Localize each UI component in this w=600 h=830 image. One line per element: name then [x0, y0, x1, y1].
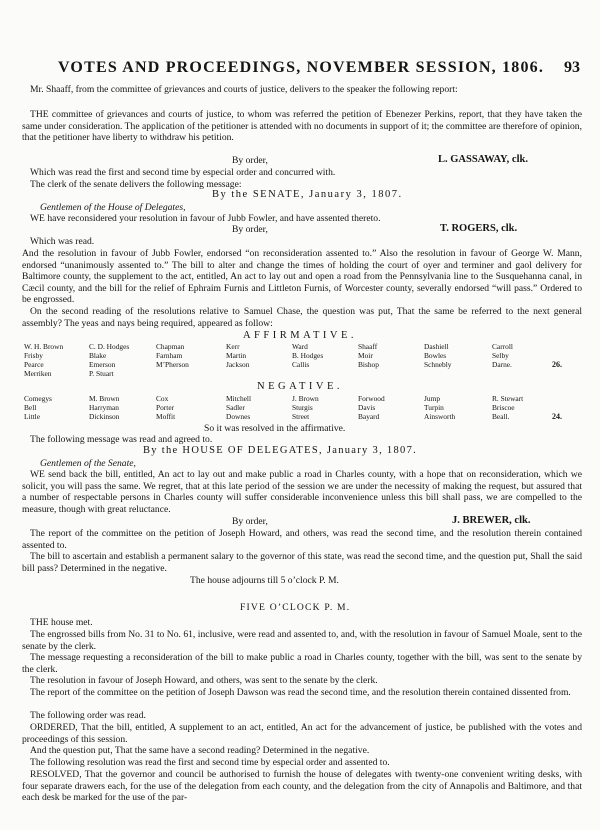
running-header-title: VOTES AND PROCEEDINGS, NOVEMBER SESSION, 1806.: [58, 59, 545, 76]
paragraph-which-was-read: Which was read.: [30, 236, 95, 247]
signature-gassaway: L. GASSAWAY, clk.: [438, 154, 528, 165]
negative-name: Sadler: [226, 403, 245, 412]
negative-name: Dickinson: [89, 412, 120, 421]
negative-name: Moffit: [156, 412, 176, 421]
affirmative-name: Schnebly: [424, 360, 452, 369]
affirmative-name: Shaaff: [358, 342, 378, 351]
affirmative-name: Blake: [89, 351, 107, 360]
paragraph-report-intro: Mr. Shaaff, from the committee of grievances and courts of justice, delivers to the speaker the following report:: [30, 84, 458, 95]
affirmative-name: Pearce: [24, 360, 44, 369]
affirmative-name: P. Stuart: [89, 369, 114, 378]
negative-name: Briscoe: [492, 403, 515, 412]
paragraph-reconsideration-message: The message requesting a reconsideration of the bill to make public a road in Charles county, together with the bill, was sent to the senate by the clerk.: [22, 652, 582, 675]
paragraph-resolved-desks: RESOLVED, That the governor and council be authorised to furnish the house of delegates with twenty-one convenient writing desks, with four separate drawers each, for the use of the delegation from each county, and the delegation from the city of Annapolis and Baltimore, and that each desk be marked for the use of the par-: [22, 769, 582, 804]
negative-name: Ainsworth: [424, 412, 456, 421]
negative-name: Forwood: [358, 394, 385, 403]
resolved-affirmative: So it was resolved in the affirmative.: [204, 423, 346, 434]
affirmative-name: B. Hodges: [292, 351, 324, 360]
paragraph-concurred: Which was read the first and second time by especial order and concurred with.: [30, 167, 336, 178]
negative-name: Bayard: [358, 412, 380, 421]
affirmative-name: Bishop: [358, 360, 379, 369]
running-header: [58, 59, 580, 77]
paragraph-committee-report: THE committee of grievances and courts of justice, to whom was referred the petition of Ebenezer Perkins, report, that they have taken the same under consideration. The application of the petitioner is attended with no documents in support of it; the committee are therefore of opinion, that the petitioner have liberty to withdraw his petition.: [22, 109, 582, 144]
negative-name: Porter: [156, 403, 175, 412]
affirmative-name: Martin: [226, 351, 247, 360]
negative-name: Street: [292, 412, 310, 421]
affirmative-name: Emerson: [89, 360, 116, 369]
negative-name: Davis: [358, 403, 376, 412]
paragraph-governor-salary: The bill to ascertain and establish a permanent salary to the governor of this state, was read the second time, and the question put, Shall the said bill pass? Determined in the negative.: [22, 551, 582, 574]
paragraph-clerk-message: The clerk of the senate delivers the following message:: [30, 179, 242, 190]
affirmative-name: Callis: [292, 360, 310, 369]
five-oclock-heading: FIVE O’CLOCK P. M.: [240, 602, 351, 613]
paragraph-order-read: The following order was read.: [30, 710, 146, 721]
affirmative-name: Darne.: [492, 360, 512, 369]
house-dateline: By the HOUSE OF DELEGATES, January 3, 1807.: [143, 445, 418, 456]
paragraph-ordered: ORDERED, That the bill, entitled, A supplement to an act, entitled, An act for the advancement of justice, be published with the votes and proceedings of this session.: [22, 722, 582, 745]
affirmative-name: Farnham: [156, 351, 183, 360]
affirmative-name: Jackson: [226, 360, 250, 369]
page-number: 93: [564, 59, 580, 76]
paragraph-samuel-chase: On the second reading of the resolutions relative to Samuel Chase, the question was put, That the same be referred to the next general assembly? The yeas and nays being required, appeared as follow:: [22, 306, 582, 329]
signature-brewer: J. BREWER, clk.: [452, 515, 531, 526]
negative-name: J. Brown: [292, 394, 319, 403]
affirmative-name: Chapman: [156, 342, 185, 351]
paragraph-resolution-read: The following resolution was read the first and second time by especial order and assented to.: [30, 757, 390, 768]
negative-name: Bell: [24, 403, 37, 412]
negative-name: Jump: [424, 394, 441, 403]
affirmative-name: Merriken: [24, 369, 52, 378]
affirmative-count: 26.: [552, 360, 562, 369]
paragraph-question-put: And the question put, That the same have a second reading? Determined in the negative.: [30, 745, 370, 756]
paragraph-joseph-howard: The report of the committee on the petition of Joseph Howard, and others, was read the second time, and the resolution therein contained assented to.: [22, 528, 582, 551]
affirmative-name: Kerr: [226, 342, 240, 351]
senate-dateline: By the SENATE, January 3, 1807.: [212, 189, 403, 200]
salutation-senate: Gentlemen of the Senate,: [40, 458, 136, 469]
affirmative-name: Moir: [358, 351, 373, 360]
affirmative-name: M’Pherson: [156, 360, 189, 369]
by-order-2: By order,: [232, 224, 268, 235]
affirmative-name: Ward: [292, 342, 308, 351]
negative-name: Comegys: [24, 394, 52, 403]
paragraph-house-met: THE house met.: [30, 617, 93, 628]
adjourn-line: The house adjourns till 5 o’clock P. M.: [190, 575, 339, 586]
paragraph-engrossed-bills: The engrossed bills from No. 31 to No. 61, inclusive, were read and assented to, and, with the resolution in favour of Samuel Moale, sent to the senate by the clerk.: [22, 629, 582, 652]
paragraph-message-agreed: The following message was read and agreed to.: [30, 434, 213, 445]
paragraph-howard-resolution: The resolution in favour of Joseph Howard, and others, was sent to the senate by the clerk.: [30, 675, 378, 686]
paragraph-charles-county: WE send back the bill, entitled, An act to lay out and make public a road in Charles county, with a hope that on reconsideration, which we solicit, you will pass the same. We regret, that at this late period of the session we are under the necessity of making the request, but assured that a number of respectable persons in Charles county will suffer considerable inconvenience unless this bill shall pass, we are compelled to the measure, though with great reluctance.: [22, 469, 582, 515]
signature-rogers: T. ROGERS, clk.: [440, 223, 518, 234]
negative-count: 24.: [552, 412, 562, 421]
by-order-3: By order,: [232, 516, 268, 527]
salutation-house: Gentlemen of the House of Delegates,: [40, 202, 186, 213]
negative-name: Sturgis: [292, 403, 313, 412]
negative-name: Beall.: [492, 412, 510, 421]
negative-name: Mitchell: [226, 394, 252, 403]
negative-name: Cox: [156, 394, 169, 403]
affirmative-name: Frisby: [24, 351, 43, 360]
negative-name: Downes: [226, 412, 251, 421]
negative-name: Little: [24, 412, 41, 421]
paragraph-resolutions-engrossed: And the resolution in favour of Jubb Fowler, endorsed “on reconsideration assented to.” Also the resolution in favour of George W. Mann, endorsed “unanimously assented to.” The bill to alter and change the times of holding the court of oyer and terminer and gaol delivery for Baltimore county, the supplement to the act, entitled, An act to lay out and open a road from the Pennsylvania line to the Susquehanna canal, in Cæcil county, and the bill for the relief of Ephraim Furnis and Littleton Furnis, of Worcester county, severally endorsed “will pass.” Ordered to be engrossed.: [22, 248, 582, 306]
affirmative-name: W. H. Brown: [24, 342, 64, 351]
negative-name: Harryman: [89, 403, 119, 412]
affirmative-name: C. D. Hodges: [89, 342, 130, 351]
negative-name: M. Brown: [89, 394, 120, 403]
by-order-1: By order,: [232, 155, 268, 166]
negative-heading: NEGATIVE.: [256, 381, 344, 392]
negative-name: Turpin: [424, 403, 444, 412]
affirmative-heading: AFFIRMATIVE.: [242, 330, 358, 341]
paragraph-joseph-dawson: The report of the committee on the petition of Joseph Dawson was read the second time, and the resolution therein contained dissented from.: [30, 687, 571, 698]
affirmative-name: Selby: [492, 351, 509, 360]
affirmative-name: Bowles: [424, 351, 447, 360]
affirmative-name: Dashiell: [424, 342, 449, 351]
paragraph-jubb-fowler: WE have reconsidered your resolution in favour of Jubb Fowler, and have assented thereto.: [30, 213, 381, 224]
negative-name: R. Stewart: [492, 394, 524, 403]
affirmative-name: Carroll: [492, 342, 513, 351]
